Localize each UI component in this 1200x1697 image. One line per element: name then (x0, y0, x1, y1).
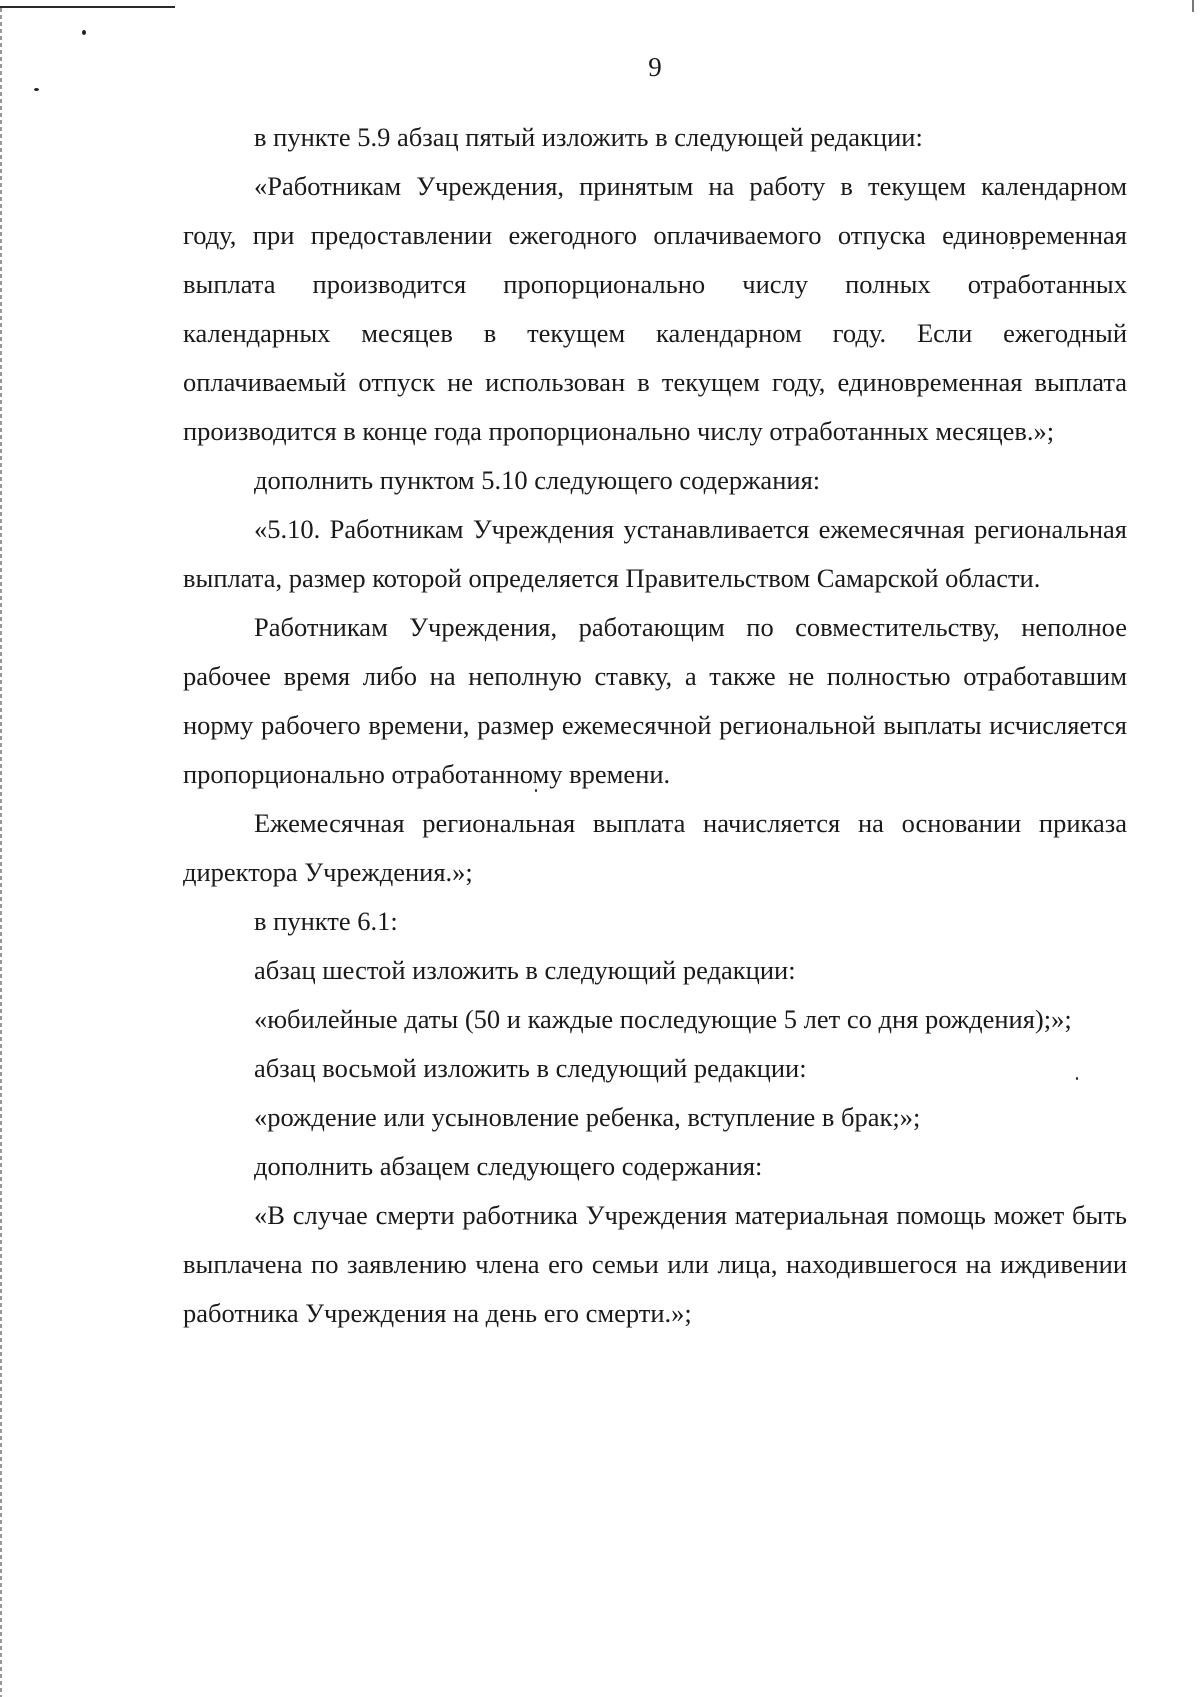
paragraph: «юбилейные даты (50 и каждые последующие 5 лет со дня рождения);»; (254, 1004, 1072, 1034)
paragraph: абзац шестой изложить в следующий редакции: (254, 955, 796, 985)
paragraph: дополнить пунктом 5.10 следующего содержания: (254, 465, 821, 495)
paragraph: в пункте 5.9 абзац пятый изложить в следующей редакции: (254, 122, 923, 152)
paragraph: абзац восьмой изложить в следующий редакции: (254, 1053, 807, 1083)
paragraph: дополнить абзацем следующего содержания: (254, 1151, 763, 1181)
document-body (183, 113, 1127, 1338)
scan-speck (34, 88, 39, 91)
paragraph: «Работникам Учреждения, принятым на работу в текущем календарном году, при предоставлении ежегодного оплачиваемого отпуска единовременная выплата производится пропорционально числу полных отработанных календарных месяцев в текущем календарном году. Если ежегодный оплачиваемый отпуск не использован в текущем году, единовременная выплата производится в конце года пропорционально числу отработанных месяцев.»; (183, 171, 1127, 446)
paragraph: Ежемесячная региональная выплата начисляется на основании приказа директора Учреждения.»; (183, 808, 1127, 887)
paragraph: Работникам Учреждения, работающим по совместительству, неполное рабочее время либо на неполную ставку, а также не полностью отработавшим норму рабочего времени, размер ежемесячной региональной выплаты исчисляется пропорционально отработанному времени. (183, 612, 1127, 789)
scan-edge-artifact (0, 8, 2, 1697)
scan-speck (82, 30, 86, 35)
paragraph: «рождение или усыновление ребенка, вступление в брак;»; (254, 1102, 921, 1132)
paragraph: «5.10. Работникам Учреждения устанавливается ежемесячная региональная выплата, размер которой определяется Правительством Самарской области. (183, 514, 1127, 593)
scan-mark-artifact (1192, 0, 1194, 12)
page-number: 9 (648, 52, 662, 82)
scan-border-artifact (0, 6, 175, 8)
paragraph: «В случае смерти работника Учреждения материальная помощь может быть выплачена по заявлению члена его семьи или лица, находившегося на иждивении работника Учреждения на день его смерти.»; (183, 1200, 1127, 1328)
paragraph: в пункте 6.1: (254, 906, 398, 936)
